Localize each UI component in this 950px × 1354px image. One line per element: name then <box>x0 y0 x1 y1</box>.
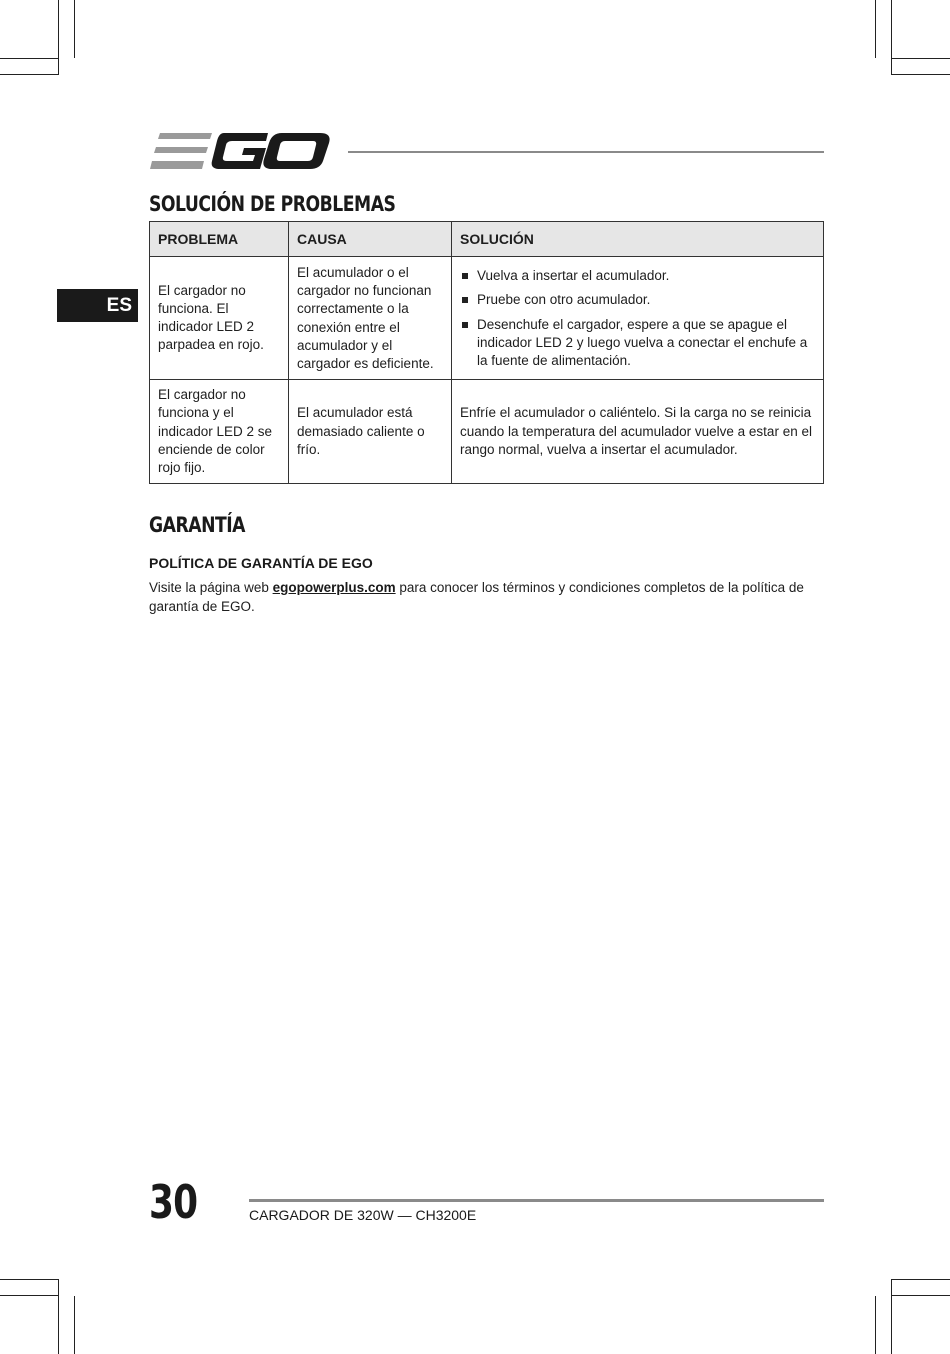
page-number: 30 <box>149 1175 198 1229</box>
solution-item <box>460 316 815 371</box>
square-bullet-icon <box>462 297 468 303</box>
solution-cell: Enfríe el acumulador o caliéntelo. Si la carga no se reinicia cuando la temperatura del acumulador vuelve a estar en el rango normal, vuelva a insertar el acumulador. <box>452 380 824 484</box>
solution-text: Desenchufe el cargador, espere a que se apague el indicador LED 2 y luego vuelva a conectar el enchufe a la fuente de alimentación. <box>477 316 808 368</box>
header-cause: CAUSA <box>289 222 452 257</box>
solution-text: Vuelva a insertar el acumulador. <box>477 268 670 284</box>
footer-product: CARGADOR DE 320W — CH3200E <box>249 1207 477 1223</box>
troubleshooting-title: SOLUCIÓN DE PROBLEMAS <box>149 192 396 216</box>
header-problem: PROBLEMA <box>150 222 289 257</box>
solution-item <box>460 291 815 309</box>
crop-mark <box>892 74 950 75</box>
crop-mark <box>891 0 892 75</box>
warranty-text <box>149 579 824 616</box>
crop-mark <box>0 74 58 75</box>
warranty-title: GARANTÍA <box>149 513 246 537</box>
crop-mark <box>0 58 58 59</box>
table-row <box>150 257 824 380</box>
troubleshooting-table <box>149 221 824 484</box>
crop-mark <box>892 1295 950 1296</box>
crop-mark <box>58 1279 59 1354</box>
table-row <box>150 380 824 484</box>
problem-cell: El cargador no funciona. El indicador LED 2 parpadea en rojo. <box>150 257 289 380</box>
crop-mark <box>875 0 876 58</box>
header-rule <box>348 151 824 153</box>
crop-mark <box>875 1296 876 1354</box>
warranty-text-before: Visite la página web <box>149 580 273 595</box>
ego-logo <box>150 131 330 171</box>
crop-mark <box>58 0 59 75</box>
solution-cell <box>452 257 824 380</box>
warranty-link[interactable]: egopowerplus.com <box>272 580 396 595</box>
header-solution: SOLUCIÓN <box>452 222 824 257</box>
crop-mark <box>74 1296 75 1354</box>
crop-mark <box>892 58 950 59</box>
footer-rule <box>249 1199 824 1202</box>
crop-mark <box>74 0 75 58</box>
crop-mark <box>0 1295 58 1296</box>
language-tab: ES <box>57 289 138 322</box>
solution-text: Pruebe con otro acumulador. <box>477 292 651 308</box>
crop-mark <box>892 1279 950 1280</box>
table-header-row <box>150 222 824 257</box>
warranty-subtitle: POLÍTICA DE GARANTÍA DE EGO <box>149 555 373 571</box>
solution-list <box>460 267 815 370</box>
problem-cell: El cargador no funciona y el indicador LED 2 se enciende de color rojo fijo. <box>150 380 289 484</box>
crop-mark <box>891 1279 892 1354</box>
solution-item <box>460 267 815 285</box>
crop-mark <box>0 1279 58 1280</box>
warranty-text-after: para conocer los términos y condiciones completos de la política de garantía de EGO. <box>149 580 804 614</box>
cause-cell: El acumulador o el cargador no funcionan correctamente o la conexión entre el acumulador y el cargador es deficiente. <box>289 257 452 380</box>
square-bullet-icon <box>462 273 468 279</box>
cause-cell: El acumulador está demasiado caliente o frío. <box>289 380 452 484</box>
square-bullet-icon <box>462 322 468 328</box>
